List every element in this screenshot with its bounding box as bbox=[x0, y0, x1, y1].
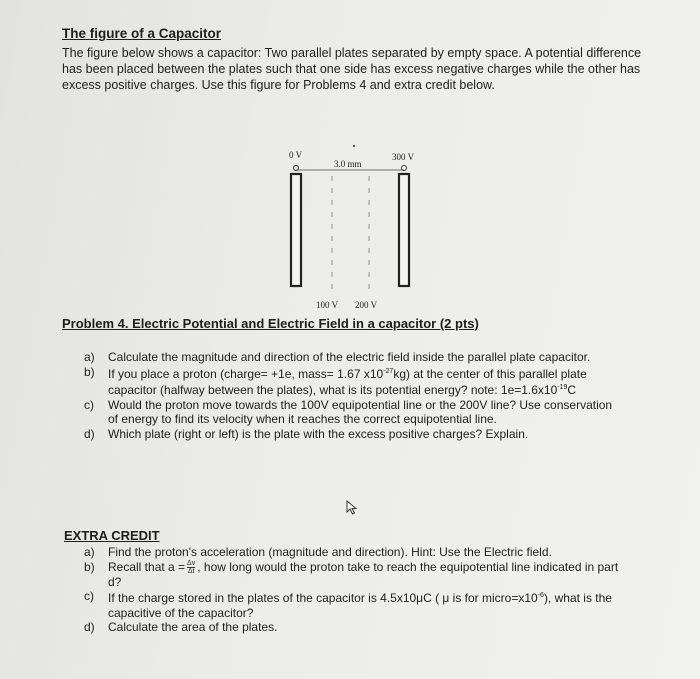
problem4-item-b bbox=[84, 365, 624, 398]
item-label: a) bbox=[84, 545, 95, 559]
item-label: c) bbox=[84, 397, 94, 412]
item-text-part1: If the charge stored in the plates of the capacitor is 4.5x10μC ( μ is for micro=x10 bbox=[108, 591, 538, 606]
extra-credit-list bbox=[84, 545, 624, 635]
right-plate bbox=[399, 174, 409, 286]
item-label: c) bbox=[84, 589, 94, 604]
item-text: Find the proton's acceleration (magnitude and direction). Hint: Use the Electric field. bbox=[108, 545, 552, 559]
intro-paragraph: The figure below shows a capacitor: Two parallel plates separated by empty space. A potential difference has been placed between the plates such that one side has excess negative charges while the other has excess positive charges. Use this figure for Problems 4 and extra credit below. bbox=[62, 46, 642, 92]
item-text-part2: , how long would the proton take to reach the equipotential line indicated in part d? bbox=[108, 559, 619, 589]
right-voltage-label: 300 V bbox=[392, 152, 415, 162]
extra-credit-item-c bbox=[84, 589, 624, 620]
problem4-item-c bbox=[84, 398, 624, 427]
fraction-numerator: Δv bbox=[187, 559, 196, 567]
acceleration-fraction bbox=[187, 560, 195, 575]
charge-exponent: -19 bbox=[557, 384, 568, 391]
left-plate bbox=[291, 174, 301, 286]
equipotential-label-200v: 200 V bbox=[355, 300, 378, 310]
item-text: Calculate the area of the plates. bbox=[108, 620, 278, 635]
fraction-denominator: Δt bbox=[187, 567, 195, 575]
separation-label: 3.0 mm bbox=[334, 159, 362, 169]
micro-exponent: -6 bbox=[537, 592, 544, 600]
item-text-part2: kg) at the center of this parallel plate capacitor (halfway between the plates), what is its potential energy? note: 1e=1.6x10 bbox=[108, 366, 587, 397]
item-text: Which plate (right or left) is the plate with the excess positive charges? Explain. bbox=[108, 426, 529, 441]
item-text-part2: ), what is the capacitive of the capacitor? bbox=[108, 591, 612, 620]
item-text-part1: Recall that a = bbox=[108, 559, 186, 574]
mouse-cursor-icon bbox=[345, 500, 359, 516]
marker-dot bbox=[353, 145, 355, 147]
item-text-part1: If you place a proton (charge= +1e, mass= 1.67 x10 bbox=[108, 366, 384, 381]
problem4-item-d bbox=[84, 427, 624, 442]
item-label: b) bbox=[84, 364, 95, 379]
item-label: d) bbox=[84, 620, 95, 635]
extra-credit-item-a bbox=[84, 545, 624, 560]
item-text: Calculate the magnitude and direction of the electric field inside the parallel plate capacitor. bbox=[108, 350, 591, 364]
extra-credit-title: EXTRA CREDIT bbox=[64, 528, 160, 543]
problem4-title: Problem 4. Electric Potential and Electric Field in a capacitor (2 pts) bbox=[62, 316, 479, 331]
item-label: b) bbox=[84, 559, 95, 574]
capacitor-diagram bbox=[270, 140, 430, 312]
item-text-part3: C bbox=[567, 383, 577, 397]
left-voltage-label: 0 V bbox=[289, 150, 303, 160]
item-label: a) bbox=[84, 350, 95, 364]
page-heading: The figure of a Capacitor bbox=[62, 26, 222, 41]
mass-exponent: -27 bbox=[383, 367, 394, 375]
item-label: d) bbox=[84, 426, 95, 441]
item-text: Would the proton move towards the 100V equipotential line or the 200V line? Use conservation of energy to find its velocity when it reaches the correct equipotential line. bbox=[108, 397, 613, 426]
problem4-list bbox=[84, 350, 624, 441]
equipotential-label-100v: 100 V bbox=[316, 300, 339, 310]
problem4-item-a bbox=[84, 350, 624, 365]
extra-credit-item-d bbox=[84, 620, 624, 635]
extra-credit-item-b bbox=[84, 560, 624, 590]
